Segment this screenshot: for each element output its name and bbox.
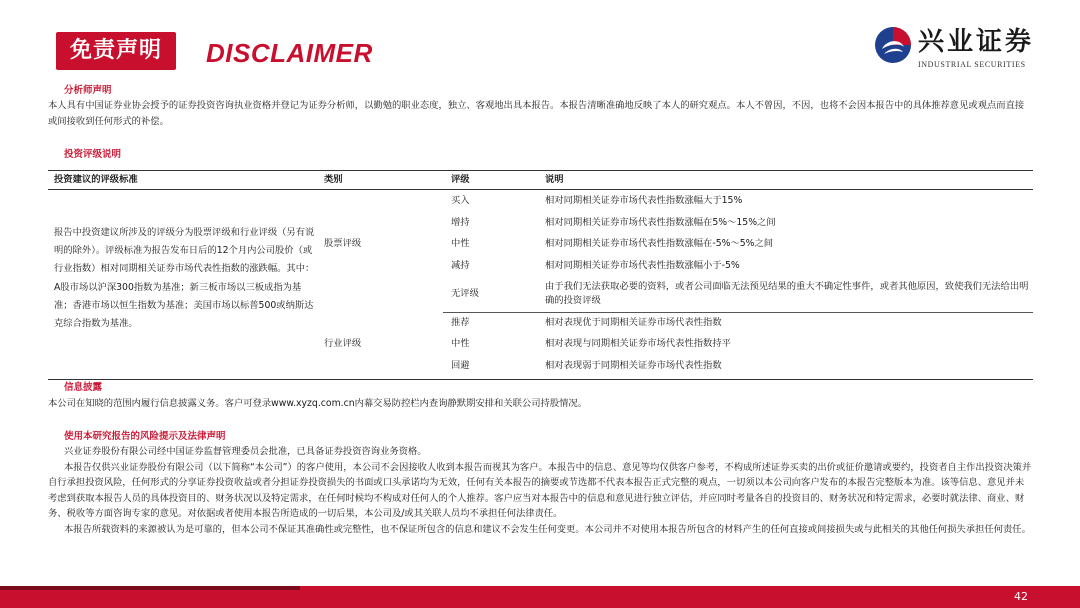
rating-table <box>48 170 1033 380</box>
grade-underweight: 减持 <box>451 260 470 271</box>
grade-overweight: 增持 <box>451 217 470 228</box>
header-divider <box>48 189 1033 190</box>
rating-heading: 投资评级说明 <box>64 149 122 160</box>
grade-buy: 买入 <box>451 195 470 206</box>
disclosure-paragraph: 本公司在知晓的范围内履行信息披露义务。客户可登录www.xyzq.com.cn内幕交易防控栏内查询静默期安排和关联公司持股情况。 <box>48 398 588 409</box>
grade-recommend: 推荐 <box>451 317 470 328</box>
grade-avoid: 回避 <box>451 360 470 371</box>
risk-paragraph-1: 兴业证券股份有限公司经中国证券监督管理委员会批准，已具备证券投资咨询业务资格。 <box>64 446 427 457</box>
desc-not-rated: 由于我们无法获取必要的资料，或者公司面临无法预见结果的重大不确定性事件，或者其他原因，致使我们无法给出明确的投资评级 <box>545 281 1029 306</box>
risk-paragraph-2: 本报告仅供兴业证券股份有限公司（以下简称“本公司”）的客户使用，本公司不会因接收人收到本报告而视其为客户。本报告中的信息、意见等均仅供客户参考，不构成所述证券买卖的出价或征价邀请或要约，投资者自主作出投资决策并自行承担投资风险，任何形式的分享证券投资收益或者分担证券投资损失的书面或口头承诺均为无效，任何有关本报告的摘要或节选都不代表本报告正式完整的观点，一切须以本公司向客户发布的本报告完整版本为准。该等信息、意见并未考虑到获取本报告人员的具体投资目的、财务状况以及特定需求，在任何时候均不构成对任何人的个人推荐。客户应当对本报告中的信息和意见进行独立评估，并应同时考量各自的投资目的、财务状况和特定需求，必要时就法律、商业、财务、税收等方面咨询专家的意见。对依据或者使用本报告所造成的一切后果，本公司及/或其关联人员均不承担任何法律责任。 <box>48 461 1032 520</box>
analyst-text <box>48 98 1033 129</box>
disclosure-text <box>48 396 1033 412</box>
category-industry: 行业评级 <box>324 338 362 349</box>
desc-industry-neutral: 相对表现与同期相关证券市场代表性指数持平 <box>545 338 731 349</box>
col-header-category: 类别 <box>324 174 343 185</box>
desc-recommend: 相对表现优于同期相关证券市场代表性指数 <box>545 317 722 328</box>
page-title-en: DISCLAIMER <box>206 38 373 68</box>
desc-neutral: 相对同期相关证券市场代表性指数涨幅在-5%～5%之间 <box>545 238 774 249</box>
grade-neutral: 中性 <box>451 238 470 249</box>
page-number: 42 <box>1014 590 1028 603</box>
col-header-description: 说明 <box>545 174 564 185</box>
disclosure-heading: 信息披露 <box>64 382 103 393</box>
page-title-cn: 免责声明 <box>56 32 176 70</box>
footer-accent <box>0 586 300 590</box>
grade-industry-neutral: 中性 <box>451 338 470 349</box>
logo-text-en: INDUSTRIAL SECURITIES <box>918 60 1026 69</box>
analyst-heading: 分析师声明 <box>64 85 112 96</box>
risk-text <box>48 444 1033 538</box>
col-header-grade: 评级 <box>451 174 470 185</box>
desc-overweight: 相对同期相关证券市场代表性指数涨幅在5%～15%之间 <box>545 217 776 228</box>
rating-standard-text: 报告中投资建议所涉及的评级分为股票评级和行业评级（另有说明的除外）。评级标准为报告发布日后的12个月内公司股价（或行业指数）相对同期相关证券市场代表性指数的涨跌幅。其中：A股市场以沪深300指数为基准；新三板市场以三板成指为基准；香港市场以恒生指数为基准；美国市场以标普500或纳斯达克综合指数为基准。 <box>54 227 315 330</box>
desc-buy: 相对同期相关证券市场代表性指数涨幅大于15% <box>545 195 743 206</box>
desc-underweight: 相对同期相关证券市场代表性指数涨幅小于-5% <box>545 260 740 271</box>
stock-industry-divider <box>443 312 1033 313</box>
grade-not-rated: 无评级 <box>451 288 479 299</box>
risk-heading: 使用本研究报告的风险提示及法律声明 <box>64 431 226 442</box>
category-stock: 股票评级 <box>324 238 362 249</box>
logo-text-cn: 兴业证券 <box>918 27 1035 57</box>
industrial-securities-logo-icon <box>874 26 912 64</box>
analyst-paragraph: 本人具有中国证券业协会授予的证券投资咨询执业资格并登记为证券分析师，以勤勉的职业态度，独立、客观地出具本报告。本报告清晰准确地反映了本人的研究观点。本人不曾因，不因，也将不会因本报告中的具体推荐意见或观点而直接或间接收到任何形式的补偿。 <box>48 100 1025 127</box>
desc-avoid: 相对表现弱于同期相关证券市场代表性指数 <box>545 360 722 371</box>
risk-paragraph-3: 本报告所载资料的来源被认为是可靠的，但本公司不保证其准确性或完整性，也不保证所包含的信息和建议不会发生任何变更。本公司并不对使用本报告所包含的材料产生的任何直接或间接损失或与此相关的其他任何损失承担任何责任。 <box>64 523 1031 535</box>
col-header-standard: 投资建议的评级标准 <box>54 174 138 185</box>
company-logo <box>874 24 1054 72</box>
